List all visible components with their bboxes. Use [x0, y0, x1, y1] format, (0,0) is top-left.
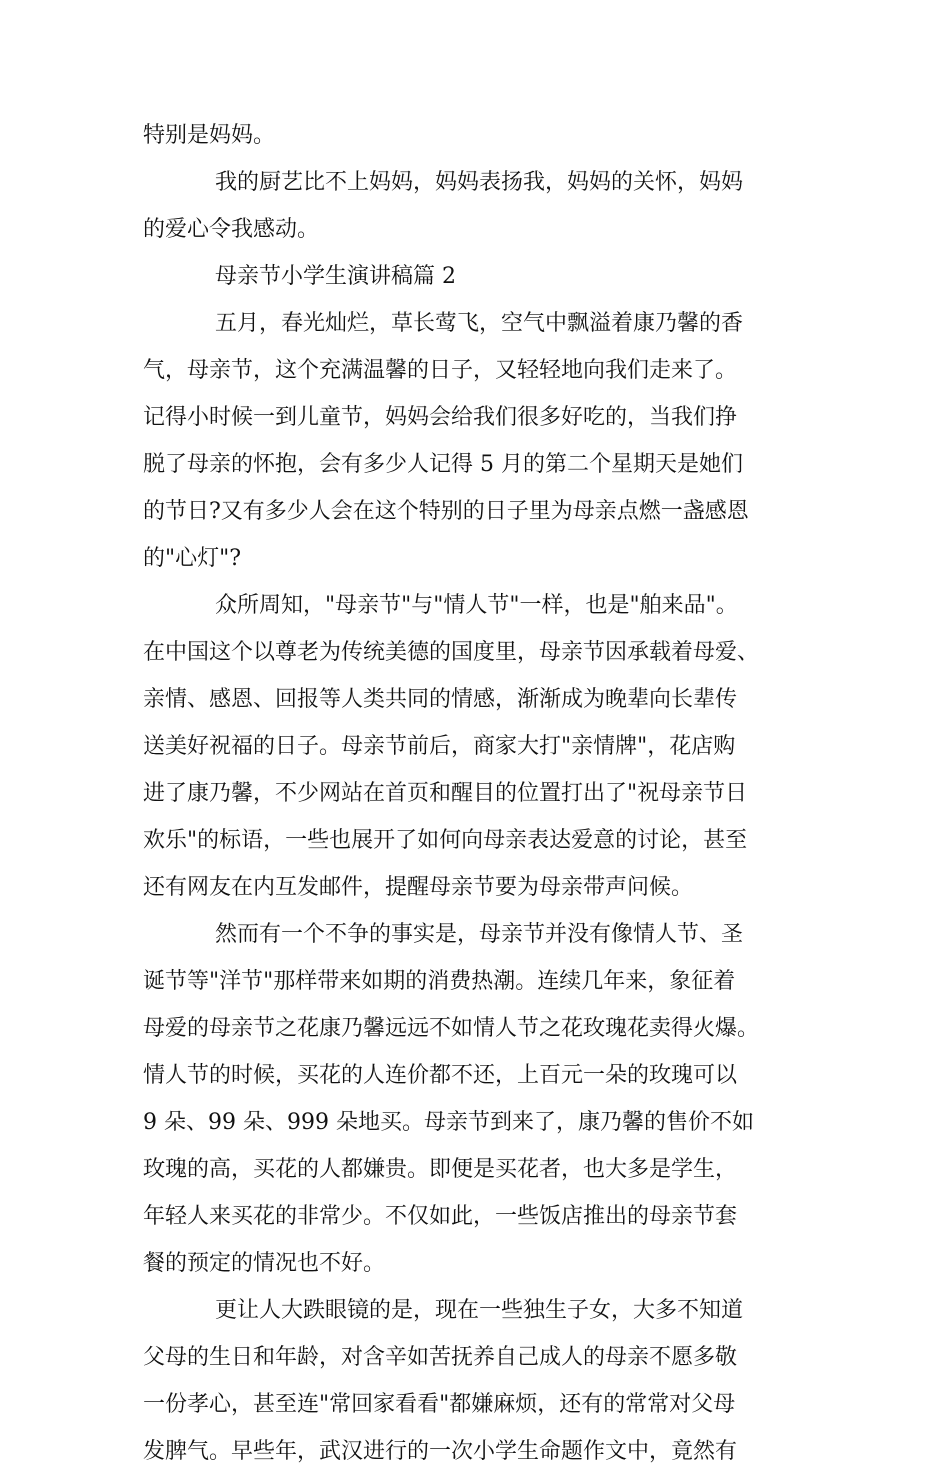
text-line: 年轻人来买花的非常少。不仅如此，一些饭店推出的母亲节套 — [143, 1204, 738, 1229]
text-line: 记得小时候一到儿童节，妈妈会给我们很多好吃的，当我们挣 — [143, 405, 738, 430]
text-line: 玫瑰的高，买花的人都嫌贵。即便是买花者，也大多是学生， — [143, 1157, 738, 1182]
text-line: 进了康乃馨，不少网站在首页和醒目的位置打出了"祝母亲节日 — [143, 781, 748, 806]
paragraph-start-line: 众所周知，"母亲节"与"情人节"一样，也是"舶来品"。 — [215, 593, 738, 618]
text-line: 送美好祝福的日子。母亲节前后，商家大打"亲情牌"，花店购 — [143, 734, 736, 759]
text-line: 欢乐"的标语，一些也展开了如何向母亲表达爱意的讨论，甚至 — [143, 828, 748, 853]
document-body — [143, 112, 811, 1475]
text-line: 脱了母亲的怀抱，会有多少人记得 5 月的第二个星期天是她们 — [143, 452, 743, 477]
text-line: 气，母亲节，这个充满温馨的日子，又轻轻地向我们走来了。 — [143, 358, 738, 383]
paragraph-start-line: 五月，春光灿烂，草长莺飞，空气中飘溢着康乃馨的香 — [215, 311, 744, 336]
text-line: 特别是妈妈。 — [143, 123, 276, 148]
text-line: 在中国这个以尊老为传统美德的国度里，母亲节因承载着母爱、 — [143, 640, 760, 665]
text-line: 还有网友在内互发邮件，提醒母亲节要为母亲带声问候。 — [143, 875, 694, 900]
text-line: 情人节的时候，买花的人连价都不还，上百元一朵的玫瑰可以 — [143, 1063, 738, 1088]
text-line: 诞节等"洋节"那样带来如期的消费热潮。连续几年来，象征着 — [143, 969, 736, 994]
paragraph-start-line: 更让人大跌眼镜的是，现在一些独生子女，大多不知道 — [215, 1298, 744, 1323]
text-line: 的爱心令我感动。 — [143, 217, 320, 242]
text-line: 发脾气。早些年，武汉进行的一次小学生命题作文中，竟然有 — [143, 1439, 738, 1464]
text-line: 餐的预定的情况也不好。 — [143, 1251, 386, 1276]
paragraph-start-line: 然而有一个不争的事实是，母亲节并没有像情人节、圣 — [215, 922, 744, 947]
text-line: 亲情、感恩、回报等人类共同的情感，渐渐成为晚辈向长辈传 — [143, 687, 738, 712]
text-line: 9 朵、99 朵、999 朵地买。母亲节到来了，康乃馨的售价不如 — [143, 1110, 754, 1135]
paragraph-start-line: 我的厨艺比不上妈妈，妈妈表扬我，妈妈的关怀，妈妈 — [215, 170, 744, 195]
section-heading: 母亲节小学生演讲稿篇 2 — [215, 264, 456, 289]
text-line: 的"心灯"? — [143, 546, 242, 571]
text-line: 一份孝心，甚至连"常回家看看"都嫌麻烦，还有的常常对父母 — [143, 1392, 736, 1417]
text-line: 父母的生日和年龄，对含辛如苦抚养自己成人的母亲不愿多敬 — [143, 1345, 738, 1370]
text-line: 的节日?又有多少人会在这个特别的日子里为母亲点燃一盏感恩 — [143, 499, 749, 524]
text-line: 母爱的母亲节之花康乃馨远远不如情人节之花玫瑰花卖得火爆。 — [143, 1016, 760, 1041]
